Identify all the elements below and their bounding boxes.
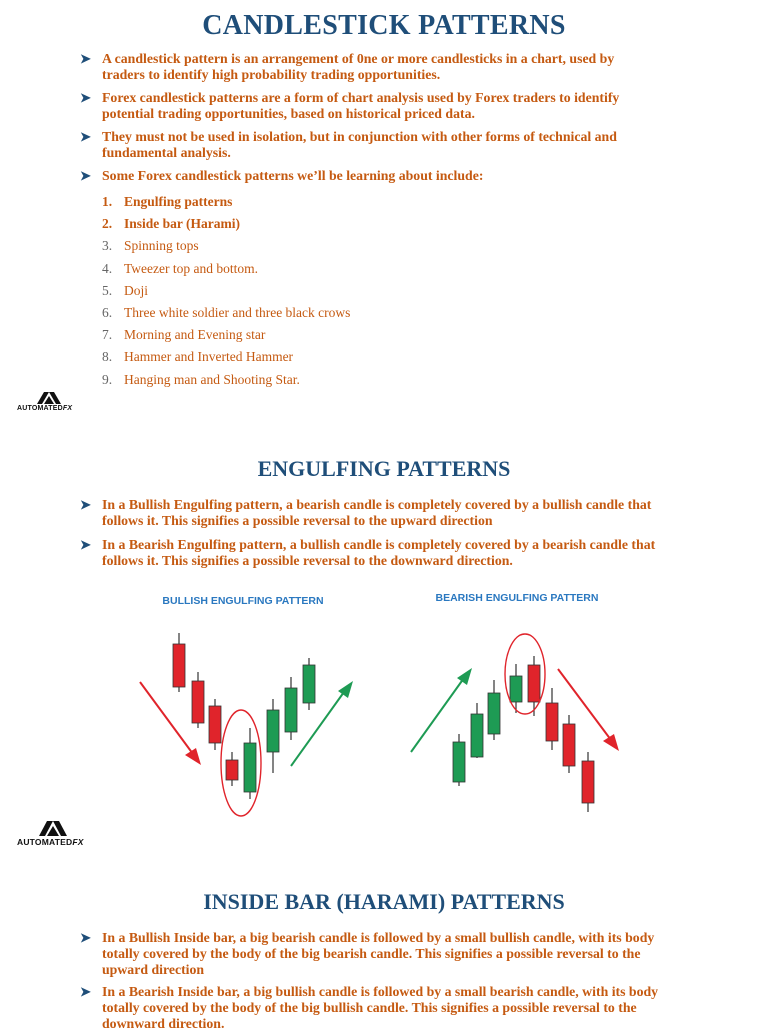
bullish-candle xyxy=(285,688,297,732)
arrow-bullet-icon: ➤ xyxy=(80,497,91,512)
bearish-candle xyxy=(528,665,540,702)
pattern-list xyxy=(102,191,350,391)
automatedfx-logo-mark-icon xyxy=(17,820,91,837)
automatedfx-logo xyxy=(17,820,91,847)
pattern-list-item: 9. Hanging man and Shooting Star. xyxy=(102,371,300,387)
bullet-item: ➤ In a Bullish Engulfing pattern, a bearish candle is completely covered by a bullish candle that follows it. This signifies a possible reversal to the upward direction xyxy=(80,497,652,528)
bearish-candle xyxy=(173,644,185,687)
arrow-bullet-icon: ➤ xyxy=(80,51,91,66)
automatedfx-logo-text: AUTOMATEDFX xyxy=(17,837,84,847)
pattern-list-item: 7. Morning and Evening star xyxy=(102,327,266,343)
bearish-candles xyxy=(411,634,619,812)
automatedfx-logo xyxy=(17,391,81,412)
arrow-bullet-icon: ➤ xyxy=(80,537,91,552)
bullet-item: ➤ They must not be used in isolation, but in conjunction with other forms of technical and fundamental analysis. xyxy=(80,129,617,160)
bearish-candle xyxy=(563,724,575,766)
pattern-list-item: 1. Engulfing patterns xyxy=(102,194,233,209)
section-title-inside-bar: INSIDE BAR (HARAMI) PATTERNS xyxy=(203,889,565,914)
section-title-engulfing: ENGULFING PATTERNS xyxy=(257,456,511,481)
arrow-bullet-icon: ➤ xyxy=(80,129,91,144)
bullet-item: ➤ Some Forex candlestick patterns we’ll be learning about include: xyxy=(80,168,484,183)
arrow-bullet-icon: ➤ xyxy=(80,90,91,105)
engulfing-pattern-figure xyxy=(135,588,625,828)
down-arrow-icon xyxy=(603,734,619,751)
up-arrow-icon xyxy=(457,668,472,685)
bullish-engulfing-label: BULLISH ENGULFING PATTERN xyxy=(162,595,324,607)
pattern-list-item: 4. Tweezer top and bottom. xyxy=(102,260,259,276)
page-title: CANDLESTICK PATTERNS xyxy=(202,10,566,41)
automatedfx-logo-text: AUTOMATEDFX xyxy=(17,405,73,412)
bearish-candle xyxy=(209,706,221,743)
inside-bar-bullet-list xyxy=(80,930,660,1032)
pattern-list-item: 6. Three white soldier and three black crows xyxy=(102,305,351,321)
bearish-candle xyxy=(546,703,558,741)
bullet-item: ➤ Forex candlestick patterns are a form of chart analysis used by Forex traders to identify potential trading opportunities, based on historical priced data. xyxy=(80,90,620,121)
bullet-item: ➤ A candlestick pattern is an arrangement of 0ne or more candlesticks in a chart, used by traders to identify high probability trading opportunities. xyxy=(80,51,615,82)
pattern-list-item: 2. Inside bar (Harami) xyxy=(102,216,241,232)
arrow-bullet-icon: ➤ xyxy=(80,930,91,945)
bearish-engulfing-label: BEARISH ENGULFING PATTERN xyxy=(435,592,599,604)
bearish-candle xyxy=(226,760,238,780)
bullish-candles xyxy=(140,633,353,816)
bearish-candle xyxy=(192,681,204,723)
bullish-candle xyxy=(488,693,500,734)
bullish-candle xyxy=(267,710,279,752)
bullish-candle xyxy=(453,742,465,782)
intro-bullet-list xyxy=(80,51,660,184)
pattern-list-item: 8. Hammer and Inverted Hammer xyxy=(102,349,294,365)
bullet-item: ➤ In a Bearish Inside bar, a big bullish candle is followed by a small bearish candle, with its body totally covered by the body of the big bullish candle. This signifies a possible reversal to the downward direction. xyxy=(80,984,659,1031)
bullish-candle xyxy=(303,665,315,703)
pattern-list-item: 3. Spinning tops xyxy=(102,238,199,254)
pattern-list-item: 5. Doji xyxy=(102,282,149,298)
bullish-candle xyxy=(471,714,483,757)
bullish-candle xyxy=(244,743,256,792)
arrow-bullet-icon: ➤ xyxy=(80,984,91,999)
bullet-item: ➤ In a Bullish Inside bar, a big bearish candle is followed by a small bullish candle, with its body totally covered by the body of the big bearish candle. This signifies a possible reversal to the upward direction xyxy=(80,930,655,977)
down-arrow-icon xyxy=(185,748,201,765)
bullet-item: ➤ In a Bearish Engulfing pattern, a bullish candle is completely covered by a bearish candle that follows it. This signifies a possible reversal to the downward direction. xyxy=(80,537,656,568)
up-arrow-icon xyxy=(338,681,353,698)
automatedfx-logo-mark-icon xyxy=(17,391,81,405)
engulfing-bullet-list xyxy=(80,497,660,569)
arrow-bullet-icon: ➤ xyxy=(80,168,91,183)
bearish-candle xyxy=(582,761,594,803)
bullish-candle xyxy=(510,676,522,702)
